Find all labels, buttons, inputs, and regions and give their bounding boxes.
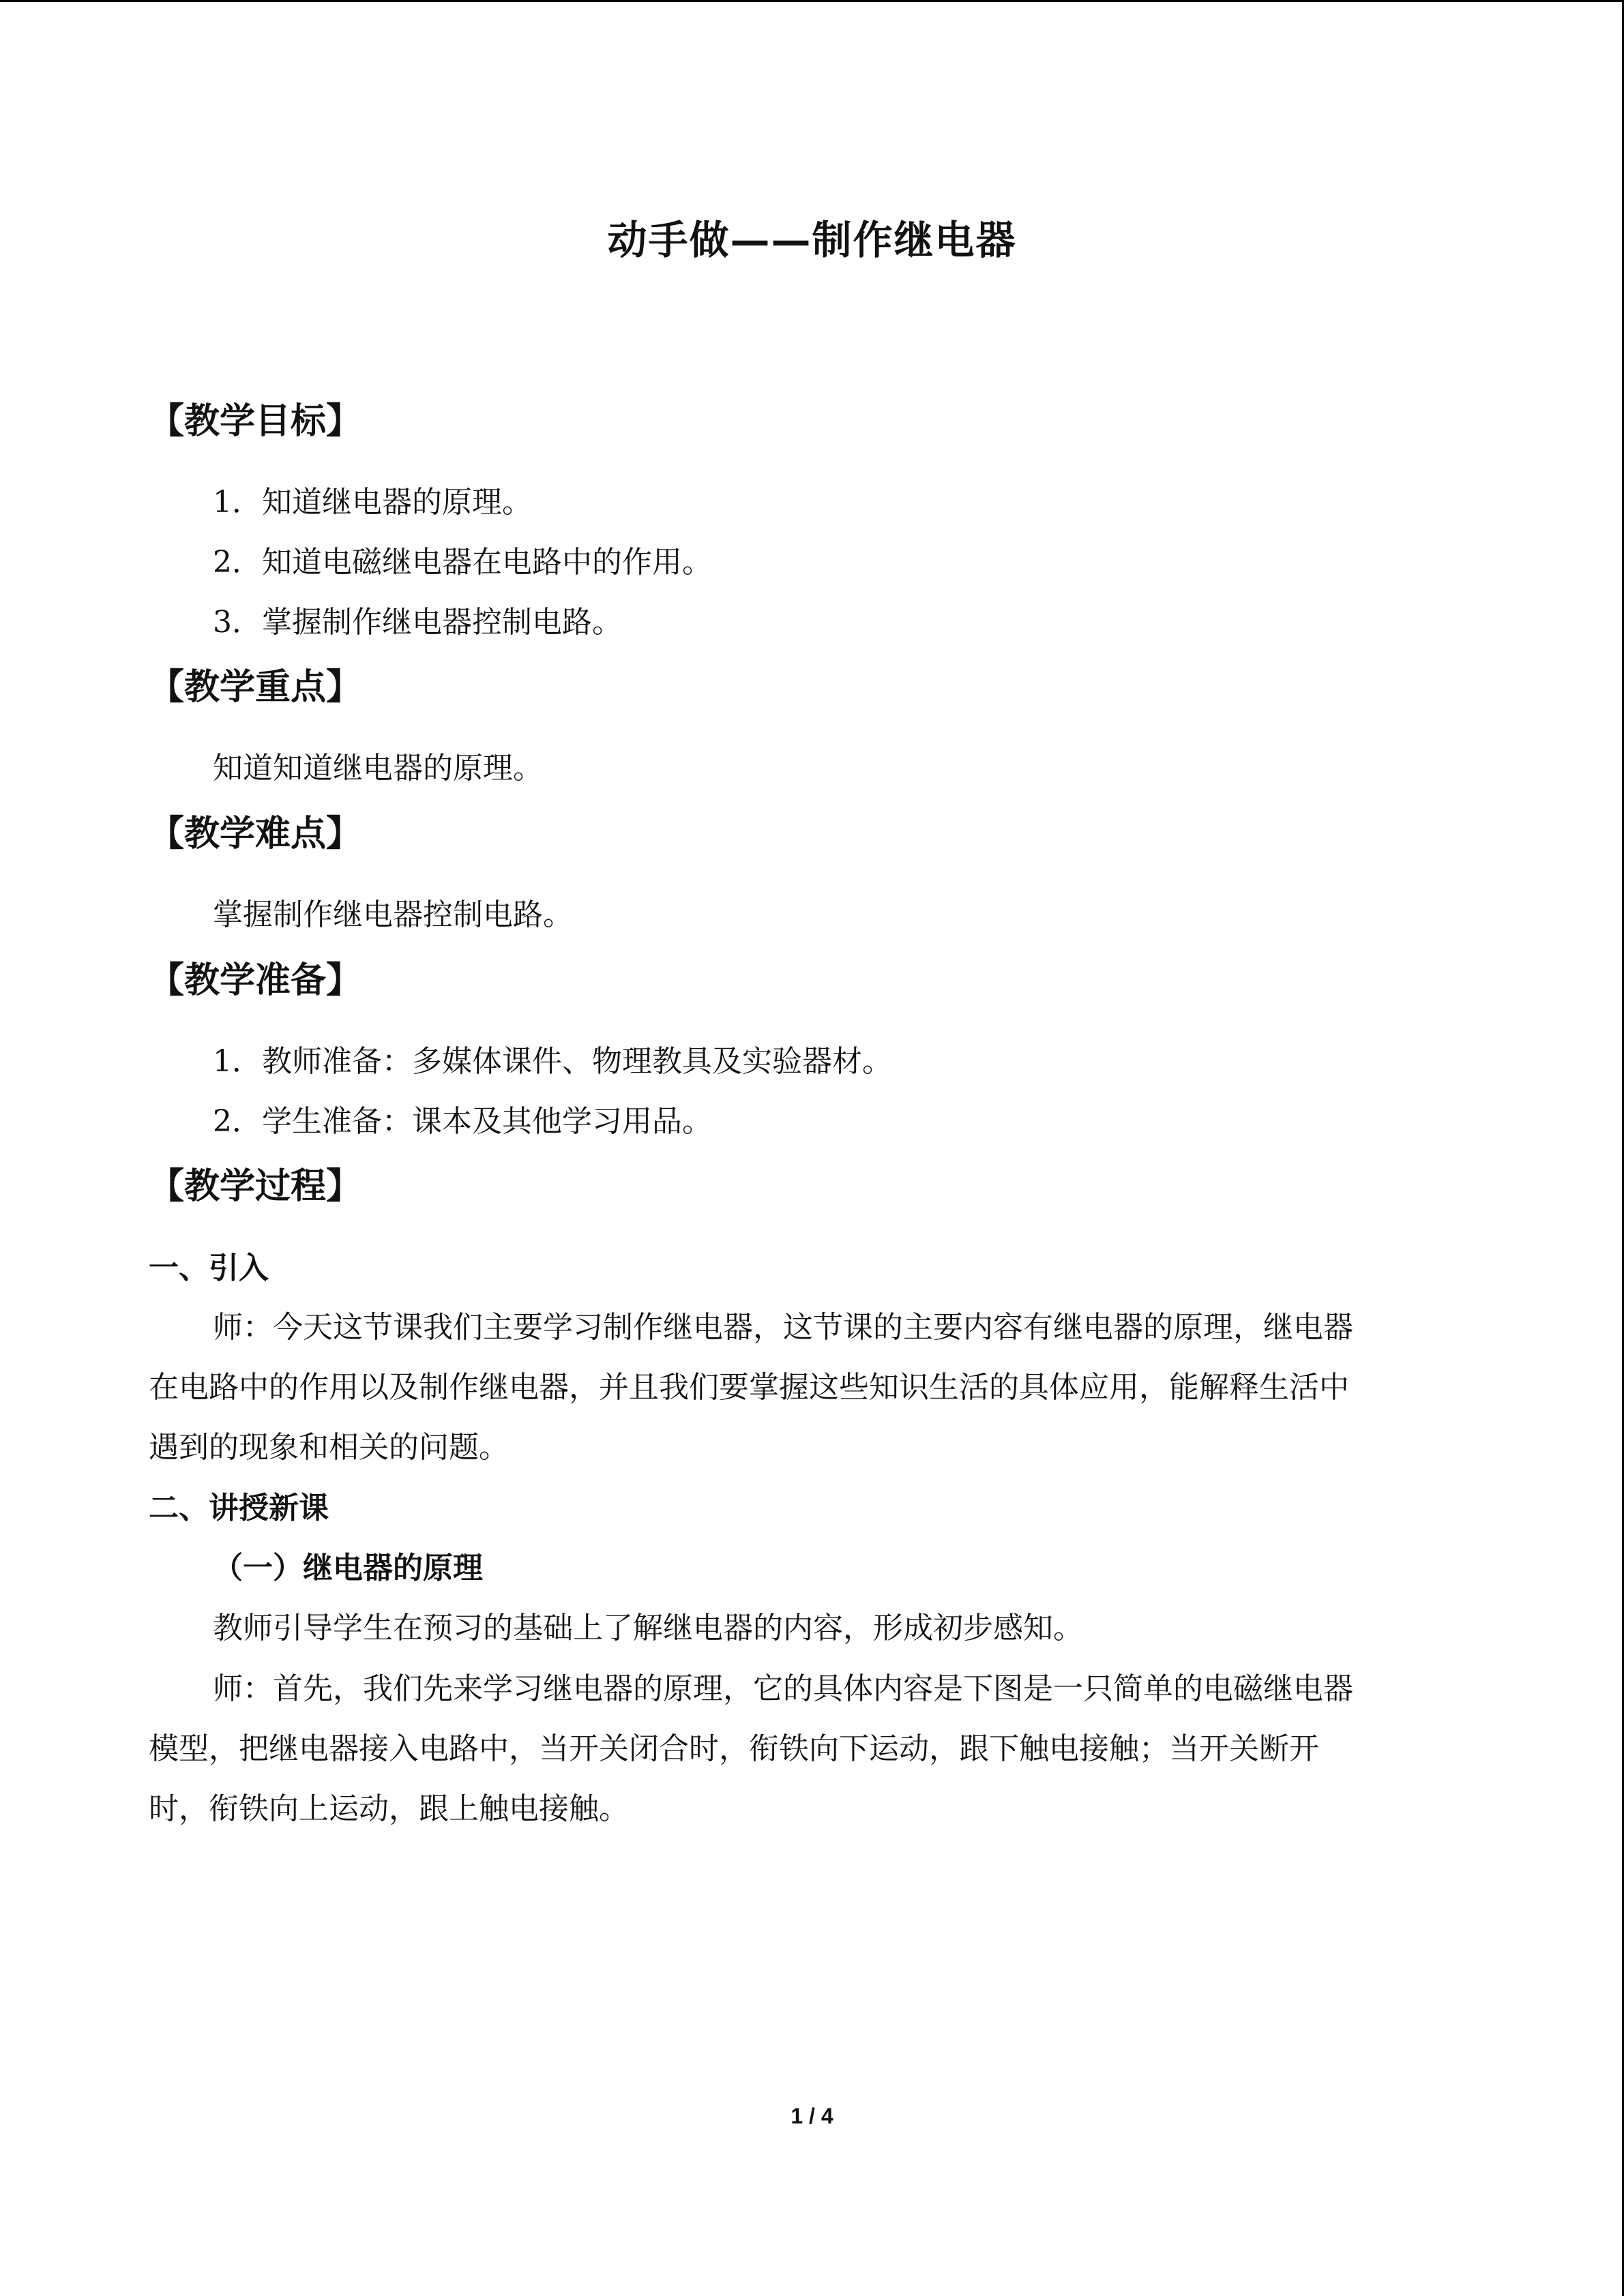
process-heading: 【教学过程】 [149, 1166, 362, 1207]
objectives-heading: 【教学目标】 [149, 401, 362, 442]
preparation-item-2: 2．学生准备：课本及其他学习用品。 [213, 1104, 712, 1139]
intro-heading: 一、引入 [149, 1251, 269, 1285]
difficulties-text: 掌握制作继电器控制电路。 [213, 897, 573, 932]
page-title: 动手做——制作继电器 [607, 217, 1017, 263]
new-lesson-heading: 二、讲授新课 [149, 1491, 329, 1525]
intro-line-3: 遇到的现象和相关的问题。 [149, 1430, 509, 1465]
preparation-heading: 【教学准备】 [149, 960, 362, 1001]
preparation-item-1: 1．教师准备：多媒体课件、物理教具及实验器材。 [213, 1044, 892, 1079]
difficulties-heading: 【教学难点】 [149, 814, 362, 854]
intro-line-2: 在电路中的作用以及制作继电器，并且我们要掌握这些知识生活的具体应用，能解释生活中 [149, 1370, 1349, 1405]
principle-line-3: 时，衔铁向上运动，跟上触电接触。 [149, 1791, 629, 1826]
page-number: 1 / 4 [791, 2104, 833, 2128]
objective-item-1: 1．知道继电器的原理。 [213, 485, 532, 520]
principle-paragraph-1: 教师引导学生在预习的基础上了解继电器的内容，形成初步感知。 [213, 1611, 1083, 1645]
objective-item-3: 3．掌握制作继电器控制电路。 [213, 605, 622, 640]
principle-heading: （一）继电器的原理 [213, 1551, 483, 1585]
intro-line-1: 师：今天这节课我们主要学习制作继电器，这节课的主要内容有继电器的原理，继电器 [213, 1310, 1353, 1345]
principle-line-2: 模型，把继电器接入电路中，当开关闭合时，衔铁向下运动，跟下触电接触；当开关断开 [149, 1731, 1319, 1766]
key-points-heading: 【教学重点】 [149, 667, 362, 708]
key-points-text: 知道知道继电器的原理。 [213, 751, 543, 786]
principle-line-1: 师：首先，我们先来学习继电器的原理，它的具体内容是下图是一只简单的电磁继电器 [213, 1671, 1353, 1706]
top-border [0, 0, 1624, 2]
objective-item-2: 2．知道电磁继电器在电路中的作用。 [213, 545, 712, 580]
